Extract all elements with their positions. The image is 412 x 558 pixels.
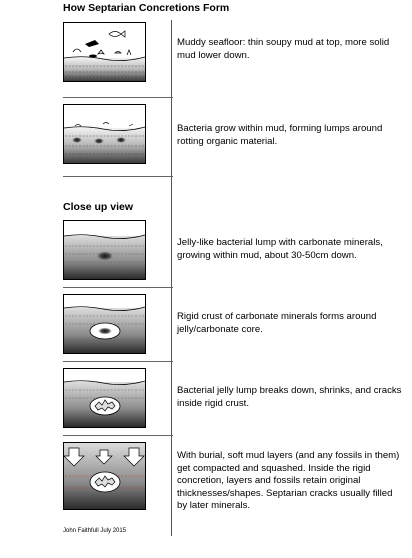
separator-5 bbox=[63, 435, 173, 436]
step-1-caption: Muddy seafloor: thin soupy mud at top, more solid mud lower down. bbox=[177, 37, 390, 61]
step-3-caption: Jelly-like bacterial lump with carbonate minerals, growing within mud, about 30-50cm down. bbox=[177, 237, 383, 261]
rigid-crust-illustration bbox=[63, 294, 146, 354]
separator-4 bbox=[63, 361, 173, 362]
closeup-heading: Close up view bbox=[63, 201, 134, 213]
seafloor-illustration bbox=[63, 22, 146, 82]
step-6-caption: With burial, soft mud layers (and any fossils in them) get compacted and squashed. Inside the rigid concretion, layers and fossils retain original thicknesses/shapes. Septarian cracks usually filled by later minerals. bbox=[177, 450, 400, 511]
shrinking-jelly-illustration bbox=[63, 368, 146, 428]
step-5-caption: Bacterial jelly lump breaks down, shrinks, and cracks inside rigid crust. bbox=[177, 385, 402, 409]
step-2-caption: Bacteria grow within mud, forming lumps around rotting organic material. bbox=[177, 123, 383, 147]
step-4-caption: Rigid crust of carbonate minerals forms around jelly/carbonate core. bbox=[177, 311, 377, 335]
bacteria-mud-illustration bbox=[63, 104, 146, 164]
burial-compaction-illustration bbox=[63, 442, 146, 510]
separator-2 bbox=[63, 176, 173, 177]
diagram-title: How Septarian Concretions Form bbox=[63, 2, 230, 14]
separator-3 bbox=[63, 287, 173, 288]
separator-1 bbox=[63, 97, 173, 98]
jelly-lump-illustration bbox=[63, 220, 146, 280]
author-credit: John Faithfull July 2015 bbox=[63, 528, 127, 534]
